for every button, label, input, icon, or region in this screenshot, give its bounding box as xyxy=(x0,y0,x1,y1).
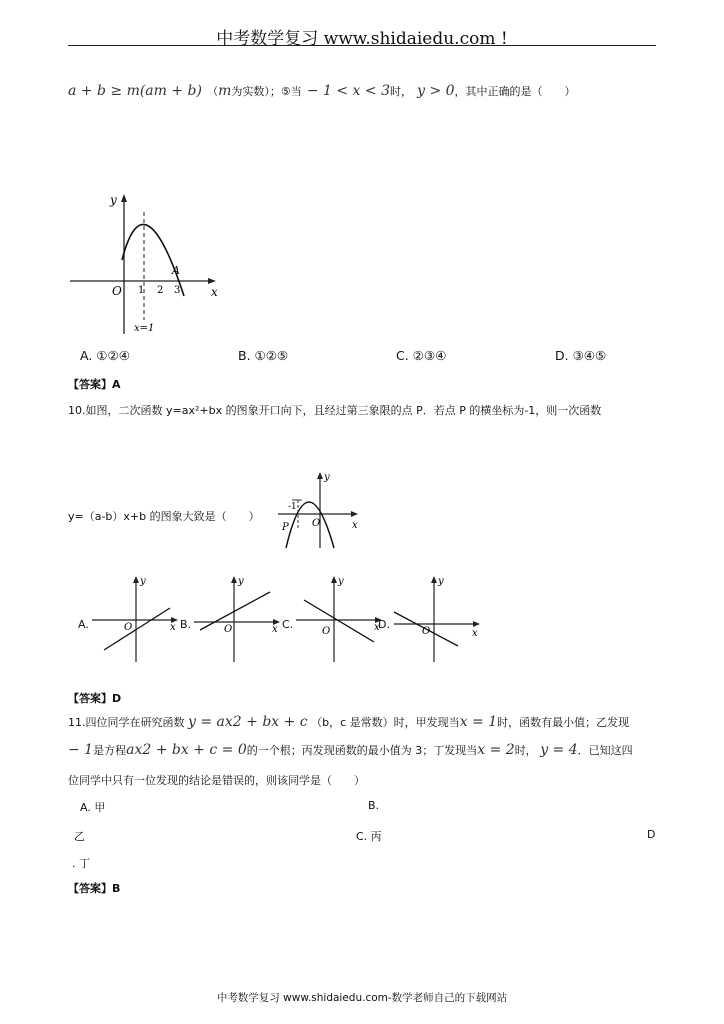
q11-option-b-label: B. xyxy=(368,799,380,812)
y-axis-arrow-icon xyxy=(133,576,139,583)
q9-text-part: （ xyxy=(207,85,219,98)
y-label: y xyxy=(438,576,444,587)
x-label: x xyxy=(472,628,478,639)
y-axis-arrow-icon xyxy=(317,472,323,479)
origin-label: O xyxy=(322,626,331,637)
y-label: y xyxy=(338,576,344,587)
point-p-label: P xyxy=(282,522,289,533)
q11-math-y4: y = 4 xyxy=(540,742,578,758)
q10-option-d-graph xyxy=(392,572,484,664)
x-label: x xyxy=(352,520,358,531)
header-rule xyxy=(68,45,656,46)
q11-math-x1: x = 1 xyxy=(459,714,498,730)
q9-math-inequality: a + b ≥ m(am + b) xyxy=(68,83,202,99)
x-axis-arrow-icon xyxy=(208,278,216,284)
x-axis-arrow-icon xyxy=(473,621,480,627)
x-axis-arrow-icon xyxy=(351,511,358,517)
q11-option-c: C. 丙 xyxy=(356,830,382,843)
q9-math-m: m xyxy=(218,83,232,99)
q11-text-part: 11.四位同学在研究函数 xyxy=(68,716,185,729)
y-axis-arrow-icon xyxy=(121,194,127,202)
q11-math-neg-one: − 1 xyxy=(68,742,94,758)
q11-question-line3: 位同学中只有一位发现的结论是错误的，则该同学是（ ） xyxy=(68,774,365,787)
q11-question-line1 xyxy=(68,714,629,730)
neg-one-label: -1 xyxy=(288,502,297,512)
q9-option-d: D. ③④⑤ xyxy=(555,348,607,363)
page-header-title: 中考数学复习 www.shidaiedu.com ! xyxy=(216,29,508,49)
origin-label: O xyxy=(124,622,133,633)
q10-option-d-label: D. xyxy=(378,618,390,631)
q9-parabola-graph xyxy=(66,190,226,340)
origin-label: O xyxy=(112,284,122,298)
q9-answer: 【答案】A xyxy=(68,378,121,391)
q10-option-c-label: C. xyxy=(282,618,294,631)
q9-option-a: A. ①②④ xyxy=(80,348,130,363)
symmetry-axis-label: x=1 xyxy=(134,323,155,334)
q9-math-y-positive: y > 0 xyxy=(417,83,455,99)
q10-option-c-graph xyxy=(294,572,386,664)
x-label: x xyxy=(170,622,176,633)
x-label: x xyxy=(211,285,218,299)
q11-question-line2 xyxy=(68,742,633,758)
q10-option-b-label: B. xyxy=(180,618,192,631)
q9-text-part: 为实数）；⑤当 xyxy=(231,85,302,98)
q11-answer: 【答案】B xyxy=(68,882,121,895)
linear-graph-line xyxy=(304,600,374,642)
origin-label: O xyxy=(312,518,321,529)
y-label: y xyxy=(324,472,330,483)
x-label: x xyxy=(374,622,380,633)
q11-option-a: A. 甲 xyxy=(80,801,106,814)
q9-condition-line xyxy=(68,80,576,99)
q11-text-part: 是方程 xyxy=(93,744,127,757)
q11-option-d-label: D xyxy=(647,828,656,841)
q9-text-part: ，其中正确的是（ ） xyxy=(454,85,576,98)
tick-label-1: 1 xyxy=(138,285,145,296)
q9-math-range: − 1 < x < 3 xyxy=(306,83,390,99)
tick-label-2: 2 xyxy=(157,285,164,296)
linear-graph-line xyxy=(104,608,170,650)
q9-text-part: 时， xyxy=(389,85,412,98)
q11-text-part: 的一个根；丙发现函数的最小值为 3；丁发现当 xyxy=(246,744,478,757)
q11-text-part: （b，c 是常数）时，甲发现当 xyxy=(311,716,460,729)
q10-question-line1: 10.如图，二次函数 y=ax²+bx 的图象开口向下，且经过第三象限的点 P．若点 P 的横坐标为-1，则一次函数 xyxy=(68,404,602,417)
q11-math-equation: ax2 + bx + c = 0 xyxy=(126,742,247,758)
q11-text-part: 时，函数有最小值；乙发现 xyxy=(497,716,630,729)
q11-text-part: 时， xyxy=(514,744,537,757)
q10-parabola-graph xyxy=(272,468,364,550)
q11-option-b-text: 乙 xyxy=(74,830,85,843)
q10-option-a-graph xyxy=(90,572,182,664)
tick-label-3: 3 xyxy=(174,285,181,296)
y-axis-arrow-icon xyxy=(231,576,237,583)
y-axis-arrow-icon xyxy=(431,576,437,583)
q11-option-d-text: . 丁 xyxy=(72,857,90,870)
origin-label: O xyxy=(422,626,431,637)
q11-text-part: ．已知这四 xyxy=(577,744,633,757)
q10-answer: 【答案】D xyxy=(68,692,122,705)
q9-option-b: B. ①②⑤ xyxy=(238,348,289,363)
q10-option-a-label: A. xyxy=(78,618,89,631)
point-a-label: A xyxy=(172,264,180,277)
y-label: y xyxy=(110,193,117,207)
linear-graph-line xyxy=(200,592,270,630)
y-axis-arrow-icon xyxy=(331,576,337,583)
q9-option-c: C. ②③④ xyxy=(396,348,447,363)
y-label: y xyxy=(140,576,146,587)
x-label: x xyxy=(272,624,278,635)
q10-question-line2: y=（a-b）x+b 的图象大致是（ ） xyxy=(68,510,260,523)
origin-label: O xyxy=(224,624,233,635)
q10-option-b-graph xyxy=(192,572,284,664)
q11-math-x2: x = 2 xyxy=(477,742,515,758)
q11-math-function: y = ax2 + bx + c xyxy=(188,714,308,730)
page-footer: 中考数学复习 www.shidaiedu.com-数学老师自己的下载网站 xyxy=(216,992,508,1004)
y-label: y xyxy=(238,576,244,587)
